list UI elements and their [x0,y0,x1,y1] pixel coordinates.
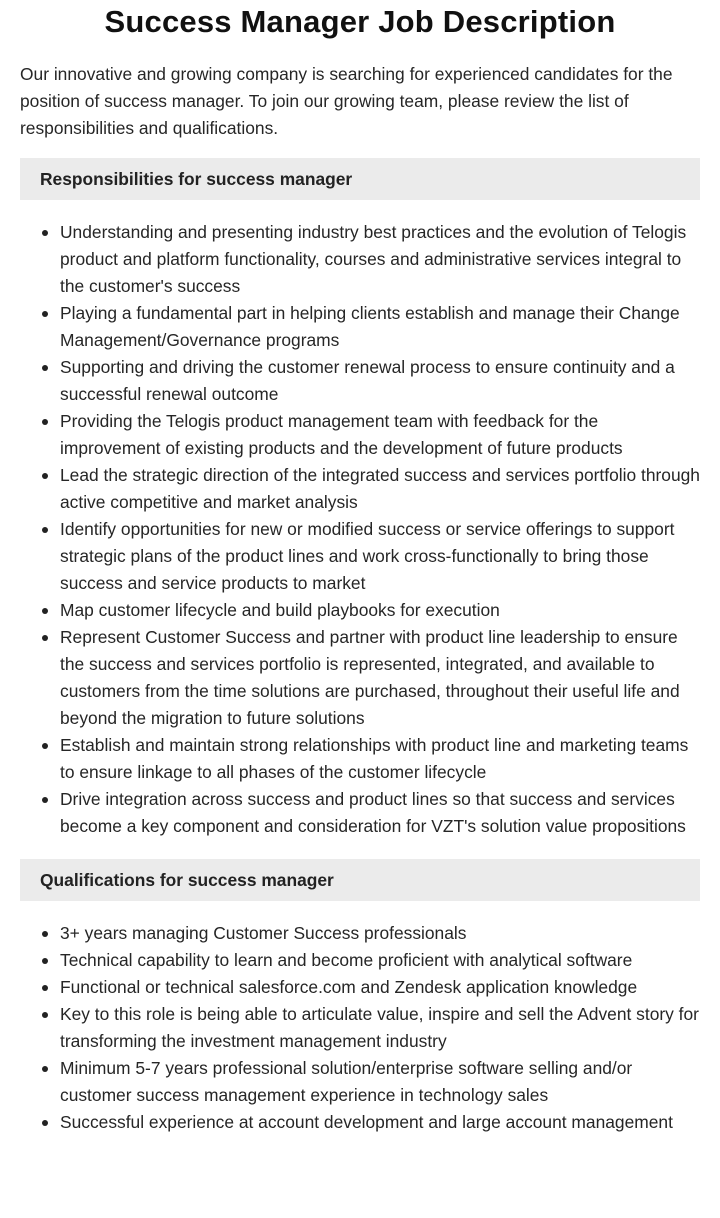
list-item: Lead the strategic direction of the integrated success and services portfolio through active competitive and market analysis [60,462,700,516]
list-item: Represent Customer Success and partner with product line leadership to ensure the success and services portfolio is represented, integrated, and available to customers from the time solutions are purchased, throughout their useful life and beyond the migration to future solutions [60,624,700,732]
list-item: Playing a fundamental part in helping clients establish and manage their Change Management/Governance programs [60,300,700,354]
qualifications-list [20,920,700,1136]
list-item: Successful experience at account development and large account management [60,1109,700,1136]
responsibilities-heading: Responsibilities for success manager [20,158,700,200]
intro-paragraph: Our innovative and growing company is searching for experienced candidates for the position of success manager. To join our growing team, please review the list of responsibilities and qualifications. [20,64,673,138]
page-title: Success Manager Job Description [104,4,616,39]
list-item: Functional or technical salesforce.com and Zendesk application knowledge [60,974,700,1001]
list-item: Providing the Telogis product management team with feedback for the improvement of existing products and the development of future products [60,408,700,462]
list-item: Supporting and driving the customer renewal process to ensure continuity and a successful renewal outcome [60,354,700,408]
list-item: Establish and maintain strong relationships with product line and marketing teams to ensure linkage to all phases of the customer lifecycle [60,732,700,786]
list-item: Key to this role is being able to articulate value, inspire and sell the Advent story for transforming the investment management industry [60,1001,700,1055]
list-item: Map customer lifecycle and build playbooks for execution [60,597,700,624]
list-item: Drive integration across success and product lines so that success and services become a key component and consideration for VZT's solution value propositions [60,786,700,840]
responsibilities-list [20,219,700,840]
list-item: Technical capability to learn and become proficient with analytical software [60,947,700,974]
qualifications-heading: Qualifications for success manager [20,859,700,901]
list-item: Identify opportunities for new or modified success or service offerings to support strategic plans of the product lines and work cross-functionally to bring those success and service products to market [60,516,700,597]
list-item: Understanding and presenting industry best practices and the evolution of Telogis product and platform functionality, courses and administrative services integral to the customer's success [60,219,700,300]
list-item: 3+ years managing Customer Success professionals [60,920,700,947]
list-item: Minimum 5-7 years professional solution/enterprise software selling and/or customer success management experience in technology sales [60,1055,700,1109]
